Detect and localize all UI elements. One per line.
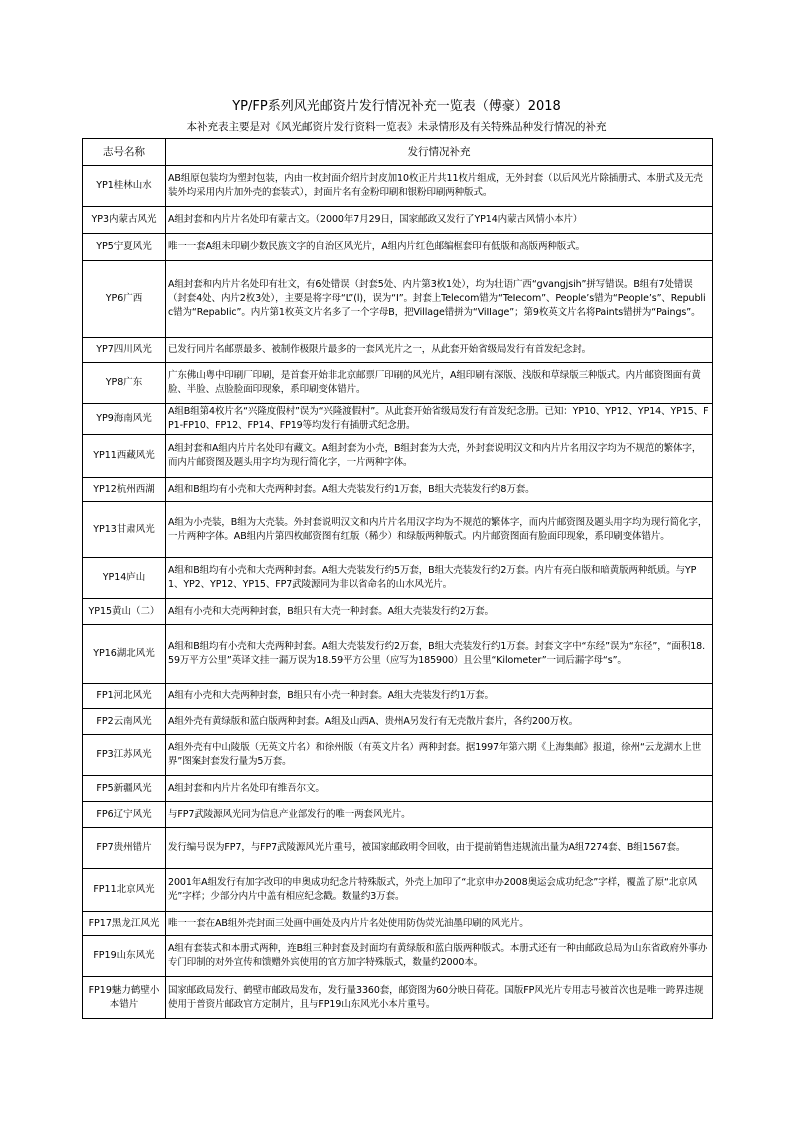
header-name: 志号名称 (83, 139, 166, 166)
stamp-name-cell: YP11西藏风光 (83, 435, 166, 478)
issue-info-cell: A组和B组均有小壳和大壳两种封套。A组大壳装发行约1万套，B组大壳装发行约8万套。 (166, 478, 713, 502)
issue-info-cell: A组和B组均有小壳和大壳两种封套。A组大壳装发行约5万套，B组大壳装发行约2万套。内片有亮白版和暗黄版两种纸质。与YP1、YP2、YP12、YP15、FP7武陵源同为非以省命名的山水风光片。 (166, 558, 713, 599)
stamp-name-cell: YP7四川风光 (83, 338, 166, 363)
table-row (83, 977, 713, 1019)
issue-info-cell: 已发行同片名邮票最多、被制作极限片最多的一套风光片之一，从此套开始省级局发行有首发纪念封。 (166, 338, 713, 363)
table-row (83, 684, 713, 709)
issue-info-cell: A组封套和A组内片片名处印有藏文。A组封套为小壳，B组封套为大壳，外封套说明汉文和内片片名用汉字均为不规范的繁体字，而内片邮资图及题头用字均为现行简化字，一片两种字体。 (166, 435, 713, 478)
table-row (83, 338, 713, 363)
issue-info-cell: 唯一一套在AB组外壳封面三处画中画处及内片片名处使用防伪荧光油墨印刷的风光片。 (166, 912, 713, 936)
issue-info-cell: A组有小壳和大壳两种封套，B组只有小壳一种封套。A组大壳装发行约1万套。 (166, 684, 713, 709)
stamp-name-cell: YP16湖北风光 (83, 625, 166, 684)
table-row (83, 207, 713, 234)
stamp-name-cell: FP11北京风光 (83, 869, 166, 912)
table-row (83, 234, 713, 261)
stamp-name-cell: FP3江苏风光 (83, 735, 166, 776)
issue-info-cell: A组B组第4枚片名“兴隆度假村”误为“兴隆渡假村”。从此套开始省级局发行有首发纪念册。已知：YP10、YP12、YP14、YP15、FP1-FP10、FP12、FP14、FP19等均发行有插册式纪念册。 (166, 404, 713, 435)
table-body (83, 166, 713, 1019)
stamp-name-cell: FP6辽宁风光 (83, 802, 166, 828)
stamp-name-cell: FP7贵州错片 (83, 828, 166, 869)
stamp-name-cell: YP6广西 (83, 261, 166, 338)
table-row (83, 435, 713, 478)
table-row (83, 776, 713, 802)
stamp-name-cell: YP12杭州西湖 (83, 478, 166, 502)
issue-info-cell: A组封套和内片片名处印有维吾尔文。 (166, 776, 713, 802)
table-row (83, 869, 713, 912)
table-row (83, 558, 713, 599)
stamp-name-cell: FP19魅力鹤壁小本错片 (83, 977, 166, 1019)
stamp-name-cell: FP1河北风光 (83, 684, 166, 709)
table-row (83, 735, 713, 776)
issue-info-cell: A组和B组均有小壳和大壳两种封套。A组大壳装发行约2万套，B组大壳装发行约1万套。封套文字中“东经”误为“东径”，“面积18.59万平方公里”英译文挂一漏万误为18.59平方公里（应写为185900）且公里“Kilometer”一词后漏字母“s”。 (166, 625, 713, 684)
stamp-name-cell: FP2云南风光 (83, 709, 166, 735)
stamp-name-cell: YP8广东 (83, 363, 166, 404)
stamp-name-cell: YP14庐山 (83, 558, 166, 599)
stamp-name-cell: YP15黄山（二） (83, 599, 166, 625)
issue-info-cell: A组外壳有黄绿版和蓝白版两种封套。A组及山西A、贵州A另发行有无壳散片套片，各约200万枚。 (166, 709, 713, 735)
issue-info-cell: 国家邮政局发行、鹤壁市邮政局发布，发行量3360套，邮资图为60分映日荷花。国版FP风光片专用志号被首次也是唯一跨界违规使用于普资片邮政官方定制片，且与FP19山东风光小本片重号。 (166, 977, 713, 1019)
issue-info-cell: A组外壳有中山陵版（无英文片名）和徐州版（有英文片名）两种封套。据1997年第六期《上海集邮》报道，徐州“云龙湖水上世界”图案封套发行量为5万套。 (166, 735, 713, 776)
issue-info-cell: A组封套和内片片名处印有蒙古文。（2000年7月29日，国家邮政又发行了YP14内蒙古风情小本片） (166, 207, 713, 234)
document-title: YP/FP系列风光邮资片发行情况补充一览表（傅豪）2018 (232, 99, 561, 114)
stamp-name-cell: YP3内蒙古风光 (83, 207, 166, 234)
issue-info-cell: A组有套装式和本册式两种，连B组三种封套及封面均有黄绿版和蓝白版两种版式。本册式还有一种由邮政总局为山东省政府外事办专门印制的对外宣传和馈赠外宾使用的官方加字特殊版式，数量约2000本。 (166, 936, 713, 977)
stamp-name-cell: FP17黑龙江风光 (83, 912, 166, 936)
issue-info-cell: 广东佛山粤中印刷厂印刷，是首套开始非北京邮票厂印刷的风光片，A组印刷有深版、浅版和草绿版三种版式。内片邮资图面有黄脸、半脸、点脸脸面印现象，系印刷变体错片。 (166, 363, 713, 404)
stamp-name-cell: YP9海南风光 (83, 404, 166, 435)
table-row (83, 828, 713, 869)
stamp-name-cell: FP5新疆风光 (83, 776, 166, 802)
issue-info-cell: A组封套和内片片名处印有壮文，有6处错误（封套5处、内片第3枚1处），均为壮语广西“gvangjsih”拼写错误。B组有7处错误（封套4处、内片2枚3处），主要是将字母“L”(l)，误为“I”。封套上Telecom错为“TeIecom”、People’s错为“PeopIe’s”、Republic错为“RepabIic”。内片第1枚英文片名多了一个字母B，把Village错拼为“ViIIage”；第9枚英文片名将Paints错拼为“Paings”。 (166, 261, 713, 338)
table-row (83, 502, 713, 558)
table-row (83, 599, 713, 625)
supplement-table (82, 138, 713, 1019)
table-row (83, 709, 713, 735)
table-row (83, 802, 713, 828)
table-header-row (83, 139, 713, 166)
stamp-name-cell: FP19山东风光 (83, 936, 166, 977)
table-row (83, 912, 713, 936)
header-desc: 发行情况补充 (166, 139, 713, 166)
table-row (83, 625, 713, 684)
stamp-name-cell: YP13甘肃风光 (83, 502, 166, 558)
document-subtitle: 本补充表主要是对《风光邮资片发行资料一览表》未录情形及有关特殊品种发行情况的补充 (186, 121, 607, 133)
table-row (83, 936, 713, 977)
issue-info-cell: A组有小壳和大壳两种封套，B组只有大壳一种封套。A组大壳装发行约2万套。 (166, 599, 713, 625)
table-row (83, 363, 713, 404)
table-row (83, 478, 713, 502)
stamp-name-cell: YP5宁夏风光 (83, 234, 166, 261)
issue-info-cell: AB组原包装均为塑封包装，内由一枚封面介绍片封皮加10枚正片共11枚片组成，无外封套（以后风光片除插册式、本册式及无壳装外均采用内片加外壳的套装式），封面片名有金粉印刷和银粉印刷两种版式。 (166, 166, 713, 207)
issue-info-cell: A组为小壳装，B组为大壳装。外封套说明汉文和内片片名用汉字均为不规范的繁体字，而内片邮资图及题头用字均为现行简化字，一片两种字体。AB组内片第四枚邮资图有红版（稀少）和绿版两种版式。内片邮资图面有脸面印现象，系印刷变体错片。 (166, 502, 713, 558)
stamp-name-cell: YP1桂林山水 (83, 166, 166, 207)
issue-info-cell: 唯一一套A组未印刷少数民族文字的自治区风光片，A组内片红色邮编框套印有低版和高版两种版式。 (166, 234, 713, 261)
table-row (83, 261, 713, 338)
table-row (83, 404, 713, 435)
issue-info-cell: 发行编号误为FP7，与FP7武陵源风光片重号，被国家邮政明令回收，由于提前销售违规流出量为A组7274套、B组1567套。 (166, 828, 713, 869)
issue-info-cell: 2001年A组发行有加字改印的申奥成功纪念片特殊版式，外壳上加印了“北京申办2008奥运会成功纪念”字样，覆盖了原“北京风光”字样；少部分内片中盖有相应纪念戳。数量约3万套。 (166, 869, 713, 912)
issue-info-cell: 与FP7武陵源风光同为信息产业部发行的唯一两套风光片。 (166, 802, 713, 828)
table-row (83, 166, 713, 207)
